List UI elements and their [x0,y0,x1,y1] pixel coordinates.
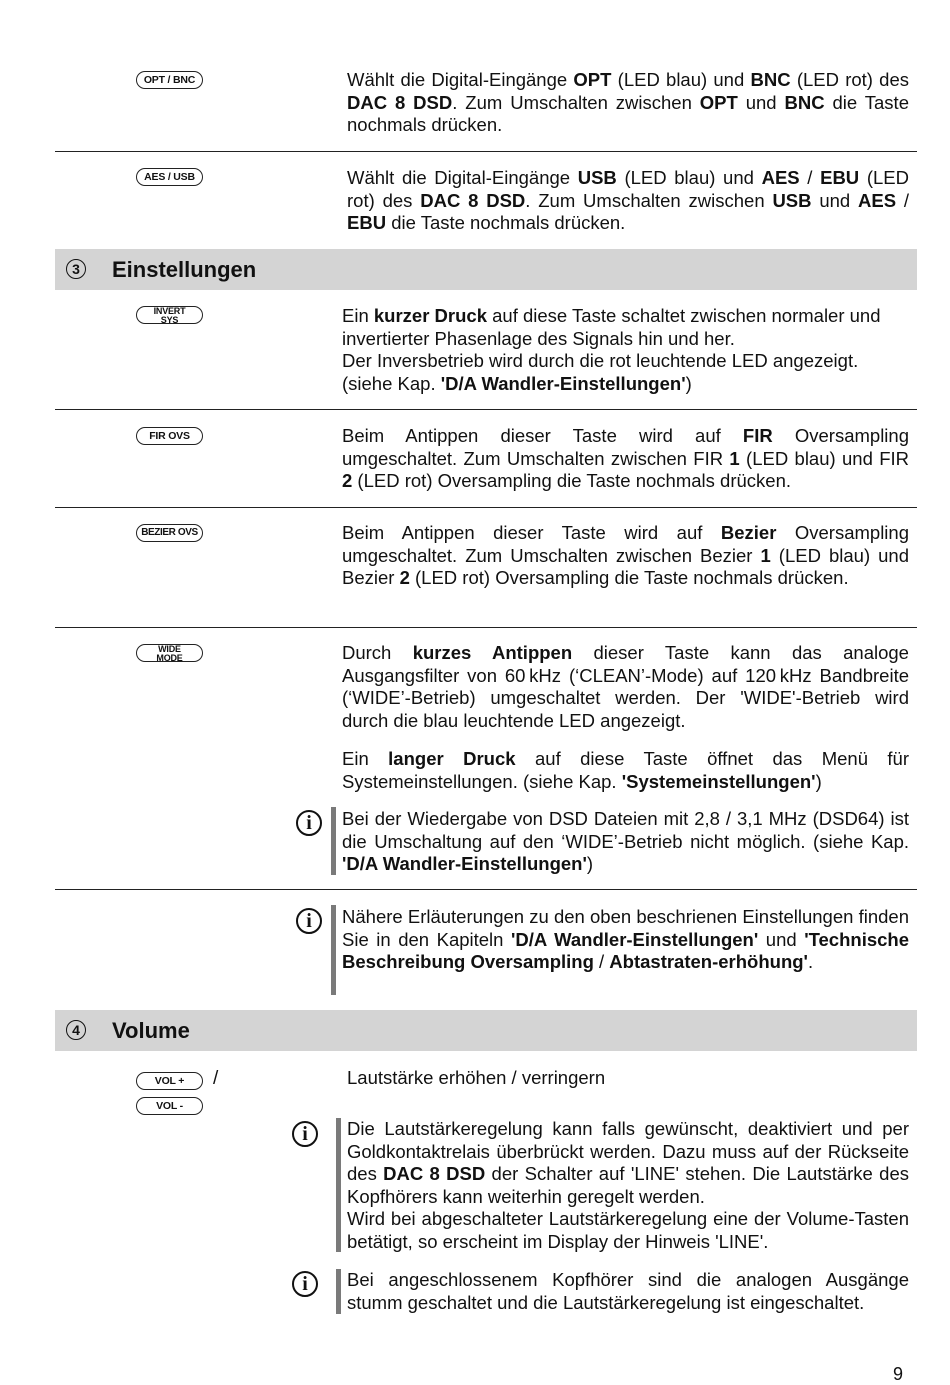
vol-separator: / [213,1068,219,1089]
section-header-volume [55,1010,917,1051]
aes-usb-button[interactable]: AES / USB [136,168,203,186]
headphone-note: Bei angeschlossenem Kopfhörer sind die analogen Ausgänge stumm geschaltet und die Lautstärkeregelung ist eingeschaltet. [347,1269,909,1313]
opt-bnc-description: Wählt die Digital-Eingänge OPT (LED blau) und BNC (LED rot) des DAC 8 DSD. Zum Umschalten zwischen OPT und BNC die Taste nochmals drücken. [347,69,909,136]
vol-down-button[interactable]: VOL - [136,1097,203,1115]
bezier-description: Beim Antippen dieser Taste wird auf Bezier Oversampling umgeschaltet. Zum Umschalten zwischen Bezier 1 (LED blau) und Bezier 2 (LED rot) Oversampling die Taste nochmals drücken. [342,522,909,589]
button-label-top: WIDE [158,644,181,654]
divider [55,151,917,152]
section-number: 3 [66,259,86,279]
fir-ovs-button[interactable]: FIR OVS [136,427,203,445]
page-number: 9 [893,1364,904,1384]
divider [55,889,917,890]
divider [55,409,917,410]
invert-description: Ein kurzer Druck auf diese Taste schaltet zwischen normaler und invertierter Phasenlage des Signals hin und her. Der Inversbetrieb wird durch die rot leuchtende LED angezeigt. (siehe Kap. 'D/A Wandler-Einstellungen') [342,305,881,394]
note-bar [331,905,336,995]
section-header-einstellungen [55,249,917,290]
aes-usb-description: Wählt die Digital-Eingänge USB (LED blau) und AES / EBU (LED rot) des DAC 8 DSD. Zum Umschalten zwischen USB und AES / EBU die Taste nochmals drücken. [347,167,909,234]
info-icon: i [296,810,322,836]
vol-up-button[interactable]: VOL + [136,1072,203,1090]
divider [55,627,917,628]
note-bar [336,1118,341,1252]
button-label-bottom: SYS [160,314,179,325]
info-icon: i [292,1121,318,1147]
button-label-top: INVERT [153,306,186,316]
button-label-bottom: MODE [156,652,183,663]
invert-sys-button[interactable] [136,306,203,324]
volume-bypass-note: Die Lautstärkeregelung kann falls gewünscht, deaktiviert und per Goldkontaktrelais überbrückt werden. Dazu muss auf der Rückseite des DAC 8 DSD der Schalter auf 'LINE' stehen. Die Lautstärke des Kopfhörers kann weiterhin geregelt werden. Wird bei abgeschalteter Lautstärkeregelung eine der Volume-Tasten betätigt, so erscheint im Display der Hinweis 'LINE'. [347,1118,909,1252]
note-bar [331,807,336,875]
vol-description: Lautstärke erhöhen / verringern [347,1067,606,1088]
wide-long-press-description: Ein langer Druck auf diese Taste öffnet das Menü für Systemeinstellungen. (siehe Kap. 'Systemeinstellungen') [342,748,909,792]
wide-description: Durch kurzes Antippen dieser Taste kann das analoge Ausgangsfilter von 60 kHz (‘CLEAN’-Mode) auf 120 kHz Bandbreite (‘WIDE’-Betrieb) umgeschaltet werden. Der 'WIDE'-Betrieb wird durch die blau leuchtende LED angezeigt. [342,642,909,731]
dsd-note: Bei der Wiedergabe von DSD Dateien mit 2,8 / 3,1 MHz (DSD64) ist die Umschaltung auf den ‘WIDE’-Betrieb nicht möglich. (siehe Kap. 'D/A Wandler-Einstellungen') [342,808,909,875]
fir-description: Beim Antippen dieser Taste wird auf FIR Oversampling umgeschaltet. Zum Umschalten zwischen FIR 1 (LED blau) und FIR 2 (LED rot) Oversampling die Taste nochmals drücken. [342,425,910,492]
section-title: Volume [112,1018,190,1043]
info-icon: i [292,1271,318,1297]
bezier-ovs-button[interactable]: BEZIER OVS [136,524,203,542]
section-number: 4 [66,1020,86,1040]
wide-mode-button[interactable] [136,644,203,662]
divider [55,507,917,508]
note-bar [336,1269,341,1314]
details-note: Nähere Erläuterungen zu den oben beschrienen Einstellungen finden Sie in den Kapiteln 'D/A Wandler-Einstellungen' und 'Technische Beschreibung Oversampling / Abtastraten-erhöhung'. [342,906,909,973]
section-title: Einstellungen [112,257,257,282]
opt-bnc-button[interactable]: OPT / BNC [136,71,203,89]
info-icon: i [296,908,322,934]
